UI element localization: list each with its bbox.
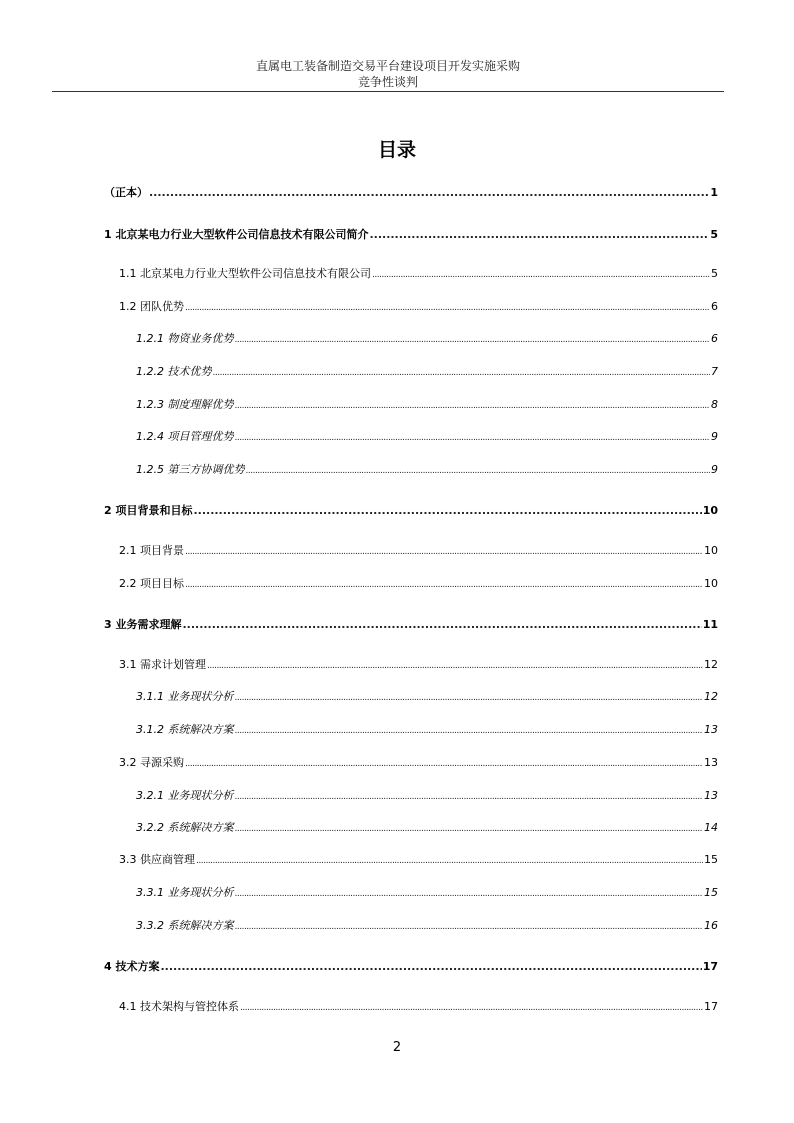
toc-entry-page: 13	[704, 756, 718, 769]
toc-entry[interactable]	[136, 462, 718, 478]
toc-leader-dots	[160, 959, 701, 975]
toc-entry-page: 5	[711, 267, 718, 280]
toc-entry-page: 10	[702, 504, 718, 517]
toc-entry-page: 17	[702, 960, 718, 973]
toc-entry-page: 12	[704, 658, 718, 671]
toc-entry-label: 1.2.4 项目管理优势	[136, 430, 234, 443]
toc-entry[interactable]	[104, 959, 718, 975]
toc-leader-dots	[185, 756, 703, 772]
toc-entry-label: 2 项目背景和目标	[104, 504, 193, 517]
toc-entry-label: 3.2.1 业务现状分析	[136, 789, 234, 802]
toc-entry-page: 9	[711, 430, 718, 443]
toc-entry-label: 3.3 供应商管理	[119, 853, 195, 866]
toc-entry[interactable]	[136, 722, 718, 738]
toc-entry[interactable]	[104, 617, 718, 633]
header-title-line1: 直属电工装备制造交易平台建设项目开发实施采购	[255, 59, 520, 73]
toc-entry-label: 3.2 寻源采购	[119, 756, 184, 769]
toc-leader-dots	[235, 789, 704, 805]
toc-entry-label: 1.2.3 制度理解优势	[136, 398, 234, 411]
toc-leader-dots	[193, 503, 701, 519]
toc-entry-page: 16	[704, 919, 718, 932]
toc-entry-label: 3.2.2 系统解决方案	[136, 821, 234, 834]
toc-leader-dots	[196, 853, 703, 869]
toc-leader-dots	[213, 365, 711, 381]
toc-entry-page: 5	[710, 228, 718, 241]
toc-leader-dots	[149, 185, 709, 201]
toc-entry-page: 8	[711, 398, 718, 411]
toc-entry[interactable]	[119, 266, 718, 282]
toc-entry-page: 7	[711, 365, 718, 378]
toc-entry[interactable]	[119, 657, 718, 673]
toc-entry[interactable]	[136, 689, 718, 705]
toc-leader-dots	[246, 463, 711, 479]
page-number: 2	[392, 1040, 402, 1055]
header-title-line2: 竞争性谈判	[357, 75, 418, 89]
toc-entry[interactable]	[119, 852, 718, 868]
toc-entry-label: 1.1 北京某电力行业大型软件公司信息技术有限公司	[119, 267, 371, 280]
toc-leader-dots	[235, 332, 711, 348]
toc-entry-label: 3.1.2 系统解决方案	[136, 723, 234, 736]
toc-entry-label: 3.3.2 系统解决方案	[136, 919, 234, 932]
toc-leader-dots	[182, 617, 701, 633]
toc-leader-dots	[235, 821, 704, 837]
toc-leader-dots	[235, 430, 711, 446]
toc-leader-dots	[235, 919, 704, 935]
toc-entry-label: 1.2.2 技术优势	[136, 365, 212, 378]
toc-entry[interactable]	[104, 185, 718, 201]
toc-entry-page: 1	[710, 186, 718, 199]
toc-entry-page: 13	[704, 789, 718, 802]
toc-entry[interactable]	[119, 543, 718, 559]
toc-entry-label: 2.1 项目背景	[119, 544, 184, 557]
toc-entry[interactable]	[136, 429, 718, 445]
toc-entry[interactable]	[136, 364, 718, 380]
toc-leader-dots	[235, 723, 704, 739]
toc-entry-page: 12	[704, 690, 718, 703]
toc-entry-label: 1.2.1 物资业务优势	[136, 332, 234, 345]
toc-entry-page: 10	[704, 577, 718, 590]
header-divider	[52, 91, 724, 92]
toc-entry-page: 14	[704, 821, 718, 834]
toc-entry[interactable]	[119, 999, 718, 1015]
toc-leader-dots	[207, 658, 703, 674]
toc-entry-label: 1.2.5 第三方协调优势	[136, 463, 245, 476]
toc-entry-page: 13	[704, 723, 718, 736]
toc-entry-label: 1 北京某电力行业大型软件公司信息技术有限公司简介	[104, 228, 369, 241]
toc-entry-label: 4.1 技术架构与管控体系	[119, 1000, 239, 1013]
toc-entry-label: 3.1 需求计划管理	[119, 658, 206, 671]
toc-leader-dots	[372, 267, 710, 283]
toc-entry[interactable]	[104, 227, 718, 243]
toc-entry[interactable]	[119, 299, 718, 315]
toc-entry[interactable]	[136, 397, 718, 413]
page-header	[52, 58, 724, 90]
toc-entry[interactable]	[136, 885, 718, 901]
toc-leader-dots	[235, 690, 704, 706]
toc-entry[interactable]	[136, 918, 718, 934]
toc-entry-label: 3 业务需求理解	[104, 618, 182, 631]
toc-entry[interactable]	[104, 503, 718, 519]
toc-entry-label: 4 技术方案	[104, 960, 160, 973]
toc-leader-dots	[240, 1000, 703, 1016]
toc-entry-page: 11	[702, 618, 718, 631]
toc-entry-label: 1.2 团队优势	[119, 300, 184, 313]
toc-title: 目录	[377, 139, 416, 161]
toc-leader-dots	[185, 577, 703, 593]
toc-entry[interactable]	[119, 576, 718, 592]
toc-leader-dots	[185, 544, 703, 560]
toc-entry-page: 10	[704, 544, 718, 557]
toc-entry-page: 15	[704, 886, 718, 899]
toc-entry[interactable]	[136, 788, 718, 804]
toc-entry-page: 17	[704, 1000, 718, 1013]
toc-entry-page: 9	[711, 463, 718, 476]
toc-entry[interactable]	[119, 755, 718, 771]
toc-entry[interactable]	[136, 820, 718, 836]
toc-leader-dots	[235, 398, 711, 414]
toc-entry-label: 3.3.1 业务现状分析	[136, 886, 234, 899]
toc-entry-label: 2.2 项目目标	[119, 577, 184, 590]
toc-entry-label: 3.1.1 业务现状分析	[136, 690, 234, 703]
toc-leader-dots	[369, 227, 709, 243]
toc-leader-dots	[235, 886, 704, 902]
toc-entry-label: （正本）	[104, 186, 148, 199]
toc-leader-dots	[185, 300, 710, 316]
toc-entry-page: 6	[711, 332, 718, 345]
toc-entry-page: 15	[704, 853, 718, 866]
toc-entry[interactable]	[136, 331, 718, 347]
toc-entry-page: 6	[711, 300, 718, 313]
